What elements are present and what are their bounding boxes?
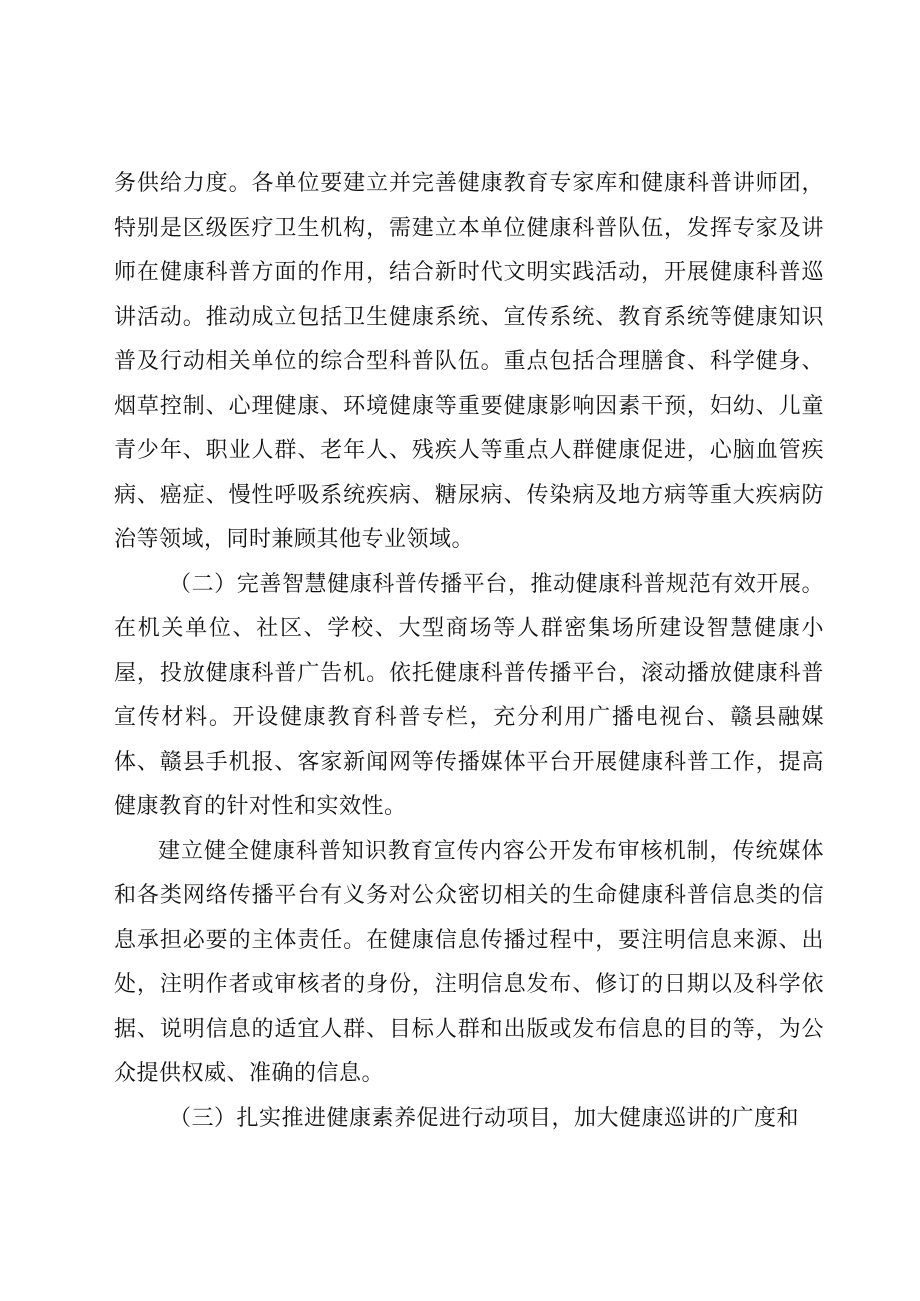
paragraph-continuation: 务供给力度。各单位要建立并完善健康教育专家库和健康科普讲师团，特别是区级医疗卫生机构，需建立本单位健康科普队伍，发挥专家及讲师在健康科普方面的作用，结合新时代文明实践活动，开展健康科普巡讲活动。推动成立包括卫生健康系统、宣传系统、教育系统等健康知识普及行动相关单位的综合型科普队伍。重点包括合理膳食、科学健身、烟草控制、心理健康、环境健康等重要健康影响因素干预，妇幼、儿童青少年、职业人群、老年人、残疾人等重点人群健康促进，心脑血管疾病、癌症、慢性呼吸系统疾病、糖尿病、传染病及地方病等重大疾病防治等领域，同时兼顾其他专业领域。 [114,171,824,552]
paragraph-section-two: （二）完善智慧健康科普传播平台，推动健康科普规范有效开展。在机关单位、社区、学校、大型商场等人群密集场所建设智慧健康小屋，投放健康科普广告机。依托健康科普传播平台，滚动播放健康科普宣传材料。开设健康教育科普专栏，充分利用广播电视台、赣县融媒体、赣县手机报、客家新闻网等传播媒体平台开展健康科普工作，提高健康教育的针对性和实效性。 [114,571,824,819]
document-body [114,162,824,1141]
paragraph-review-mechanism: 建立健全健康科普知识教育宣传内容公开发布审核机制，传统媒体和各类网络传播平台有义务对公众密切相关的生命健康科普信息类的信息承担必要的主体责任。在健康信息传播过程中，要注明信息来源、出处，注明作者或审核者的身份，注明信息发布、修订的日期以及科学依据、说明信息的适宜人群、目标人群和出版或发布信息的目的等，为公众提供权威、准确的信息。 [114,838,824,1086]
paragraph-section-three: （三）扎实推进健康素养促进行动项目，加大健康巡讲的广度和 [169,1105,800,1131]
